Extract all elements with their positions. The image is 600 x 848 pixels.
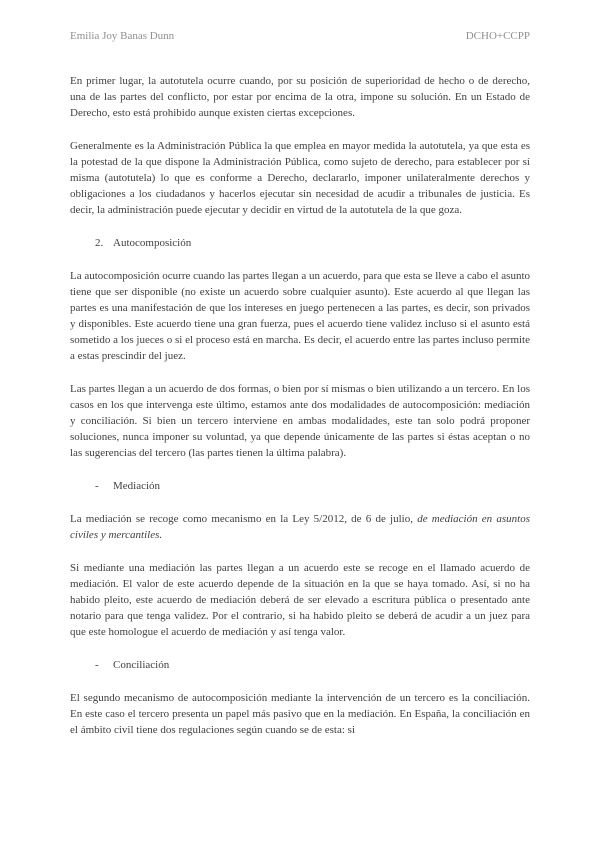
header-course-code: DCHO+CCPP — [465, 30, 530, 42]
paragraph-autotutela-administracion — [70, 138, 530, 218]
header-author: Emilia Joy Banas Dunn — [70, 30, 175, 42]
list-number: 2. — [95, 237, 104, 249]
list-dash-marker: - — [95, 659, 99, 671]
paragraph-conciliacion — [70, 690, 530, 738]
paragraph-text: Las partes llegan a un acuerdo de dos formas, o bien por sí mismas o bien utilizando a un tercero. En los casos en los que intervenga este último, estamos ante dos modalidades de autocomposición: mediación y conciliación. Si bien un tercero interviene en ambas modalidades, este tan solo podrá proponer soluciones, nunca imponer su voluntad, ya que depende únicamente de las partes si éstas aceptan o no las sugerencias del tercero (las partes tienen la última palabra). — [70, 383, 530, 459]
heading-label: Autocomposición — [113, 237, 192, 249]
list-item-label: Mediación — [113, 480, 161, 492]
law-title-italic: de mediación en asuntos civiles y mercantiles. — [70, 513, 530, 541]
paragraph-text — [70, 511, 530, 543]
list-item-conciliacion — [95, 657, 530, 673]
list-item-label: Conciliación — [113, 659, 170, 671]
paragraph-autocomposicion-acuerdo — [70, 268, 530, 364]
paragraph-text: Si mediante una mediación las partes llegan a un acuerdo este se recoge en el llamado acuerdo de mediación. El valor de este acuerdo depende de la situación en la que se haya tomado. Así, si no ha habido pleito, este acuerdo de mediación deberá de ser elevado a escritura pública o presentado ante notario para que tenga validez. Por el contrario, si ha habido pleito se deberá de acudir a un juez para que este homologue el acuerdo de mediación y así tenga valor. — [70, 562, 530, 638]
paragraph-text: Generalmente es la Administración Pública la que emplea en mayor medida la autotutela, ya que esta es la potestad de la que dispone la Administración Pública, como sujeto de derecho, para establecer por sí misma (autotutela) lo que es conforme a Derecho, declararlo, imponer unilateralmente derechos y obligaciones a los ciudadanos y hacerlos ejecutar sin necesidad de acudir a tribunales de justicia. Es decir, la administración puede ejecutar y decidir en virtud de la autotutela de la que goza. — [70, 140, 530, 216]
paragraph-mediacion-acuerdo — [70, 560, 530, 640]
heading-autocomposicion — [95, 235, 530, 251]
page-header — [70, 30, 530, 42]
paragraph-autotutela-intro — [70, 73, 530, 121]
paragraph-text: La autocomposición ocurre cuando las partes llegan a un acuerdo, para que esta se lleve a cabo el asunto tiene que ser disponible (no existe un acuerdo sobre cualquier asunto). Este acuerdo al que llegan las partes es una manifestación de que los intereses en juego pertenecen a las partes, es decir, son privados y disponibles. Este acuerdo tiene una gran fuerza, pues el acuerdo tiene validez incluso si el asunto está sometido a los jueces o si el proceso está en marcha. Es decir, el acuerdo entre las partes incluso permite a estas prescindir del juez. — [70, 270, 530, 362]
list-dash-marker: - — [95, 480, 99, 492]
law-reference-text: La mediación se recoge como mecanismo en la Ley 5/2012, de 6 de julio, — [70, 513, 418, 525]
document-body — [70, 73, 530, 738]
list-item-mediacion — [95, 478, 530, 494]
paragraph-autocomposicion-formas — [70, 381, 530, 461]
paragraph-mediacion-ley — [70, 511, 530, 543]
paragraph-text: El segundo mecanismo de autocomposición mediante la intervención de un tercero es la conciliación. En este caso el tercero presenta un papel más pasivo que en la mediación. En España, la conciliación en el ámbito civil tiene dos regulaciones según cuando se de esta: si — [70, 692, 530, 736]
paragraph-text: En primer lugar, la autotutela ocurre cuando, por su posición de superioridad de hecho o de derecho, una de las partes del conflicto, por estar por encima de la otra, impone su solución. En un Estado de Derecho, esto está prohibido aunque existen ciertas excepciones. — [70, 75, 530, 119]
